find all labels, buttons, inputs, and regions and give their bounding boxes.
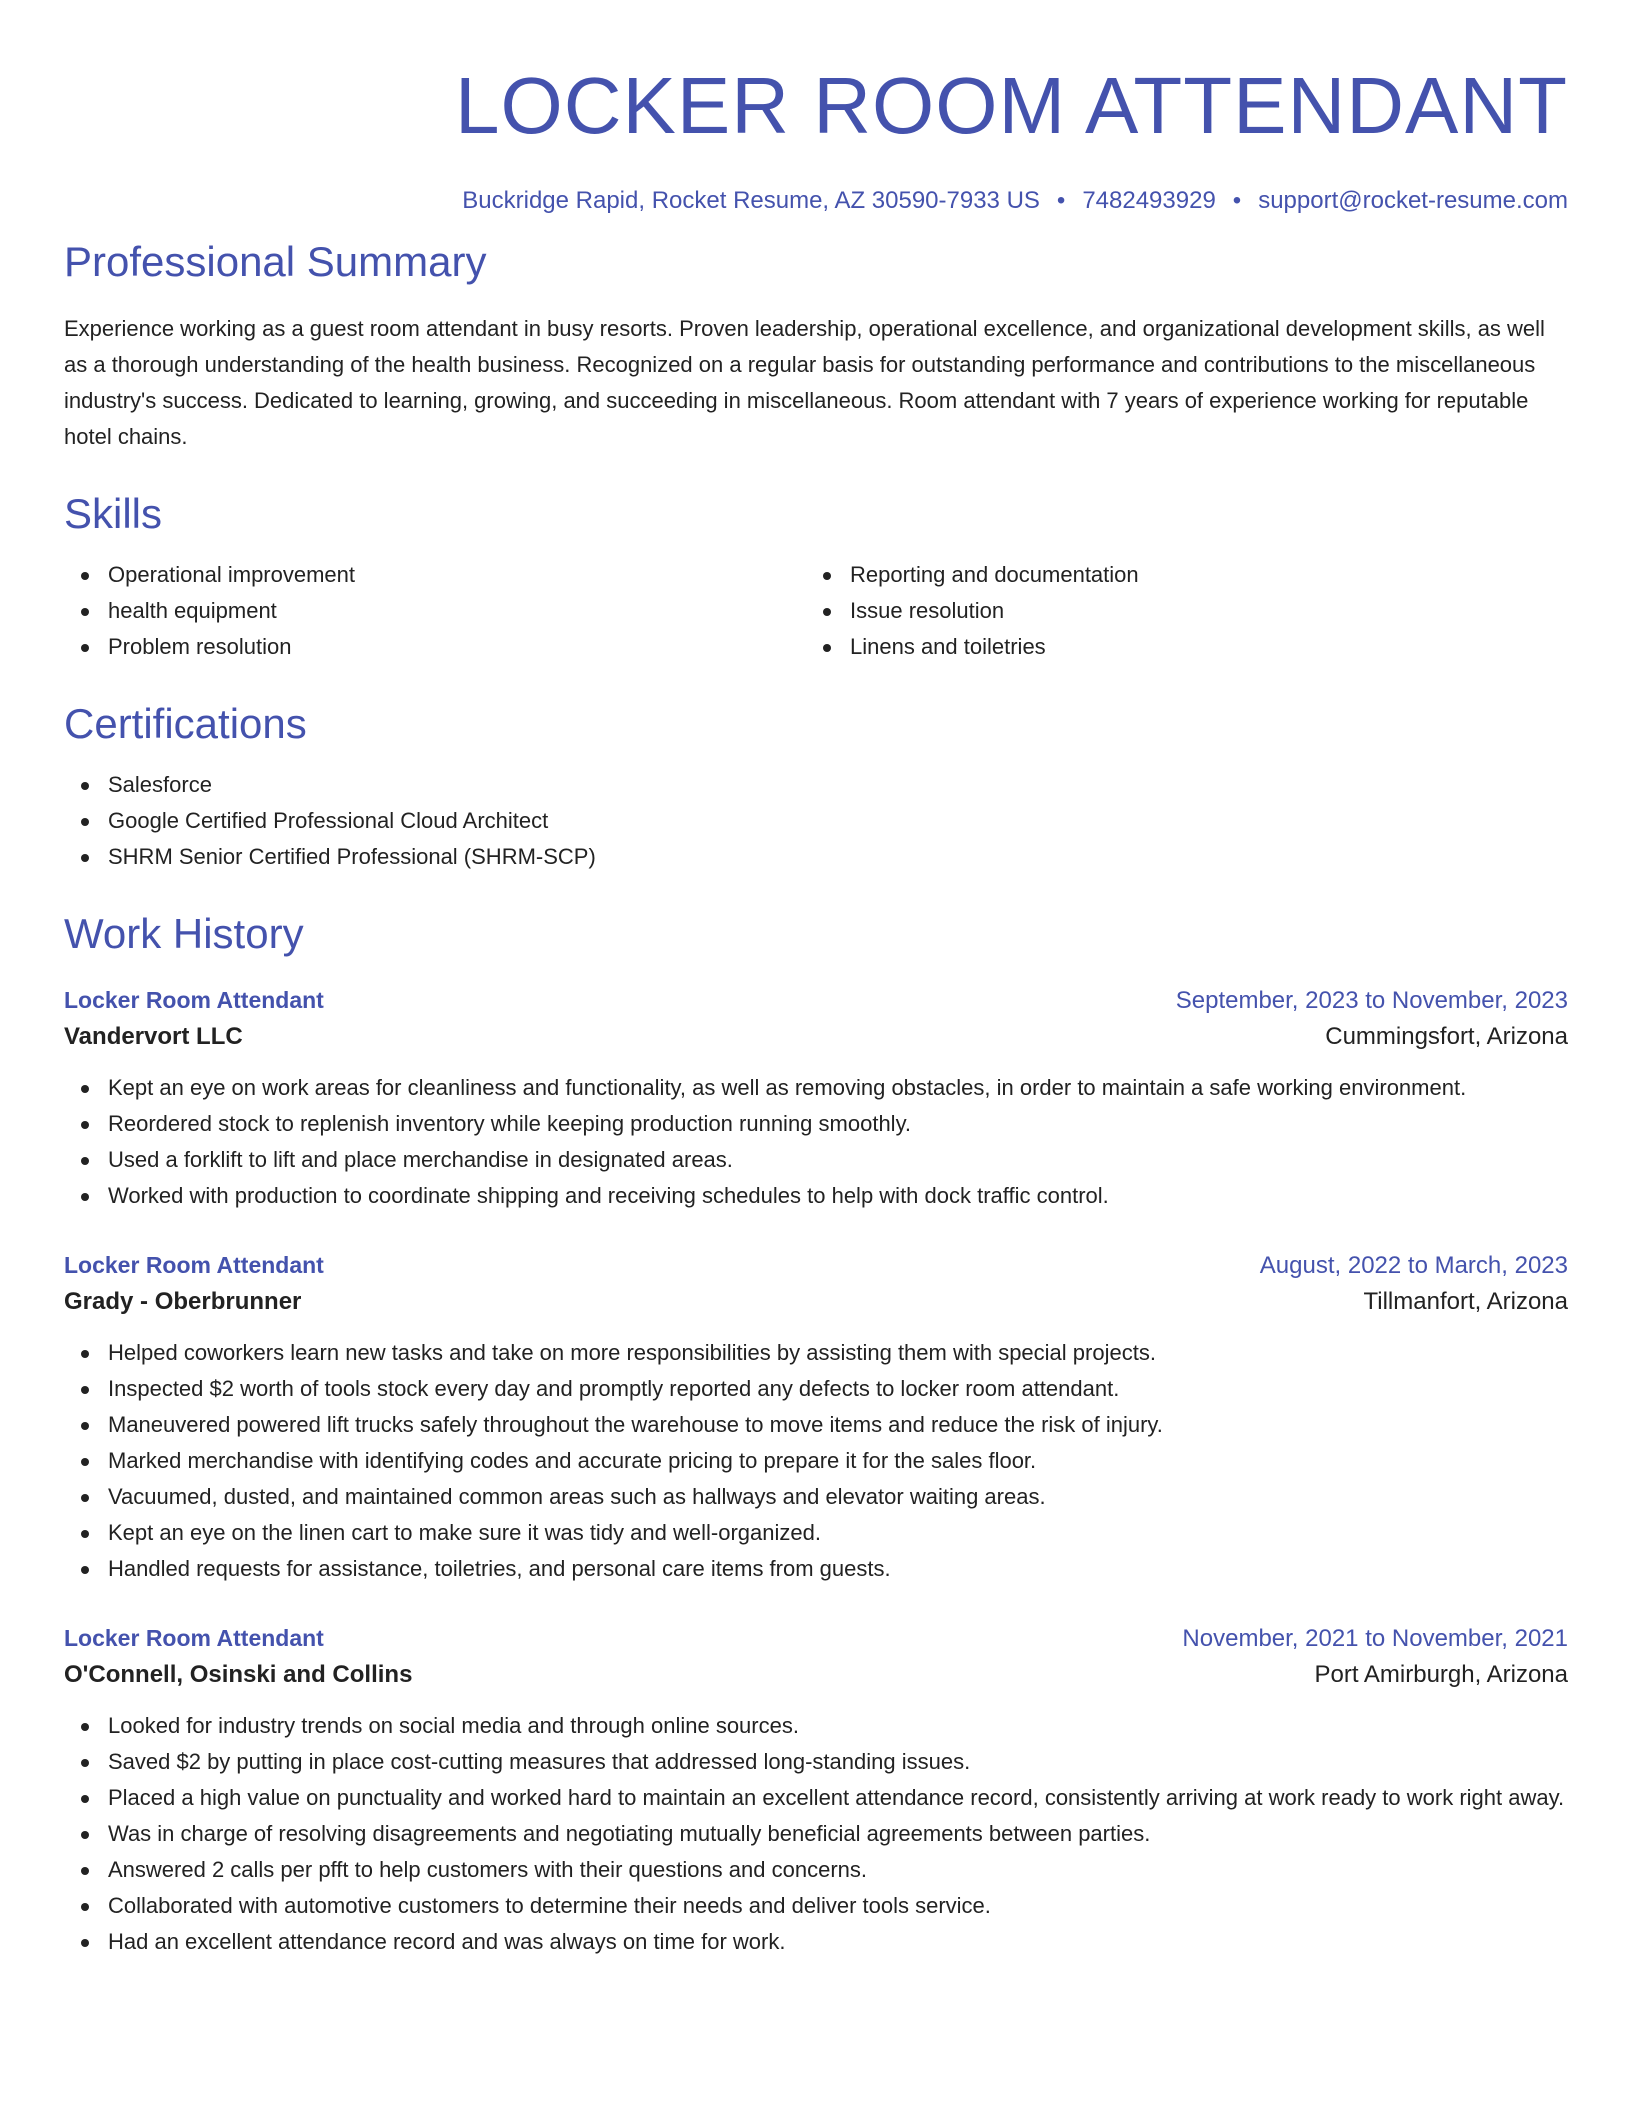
job-bullets xyxy=(64,1070,1568,1214)
job-company: Vandervort LLC xyxy=(64,1023,243,1050)
job-bullet: Vacuumed, dusted, and maintained common areas such as hallways and elevator waiting areas. xyxy=(64,1479,1568,1515)
skills-grid xyxy=(64,557,1568,665)
job-header xyxy=(64,985,1568,1016)
skills-section xyxy=(64,490,1568,665)
job-subheader xyxy=(64,1281,1568,1319)
job-location: Tillmanfort, Arizona xyxy=(1363,1288,1568,1315)
job-dates: November, 2021 to November, 2021 xyxy=(1182,1625,1568,1652)
job-company: Grady - Oberbrunner xyxy=(64,1288,302,1315)
job-bullet: Worked with production to coordinate shipping and receiving schedules to help with dock traffic control. xyxy=(64,1178,1568,1214)
job-bullet: Was in charge of resolving disagreements and negotiating mutually beneficial agreements between parties. xyxy=(64,1816,1568,1852)
skill-item: health equipment xyxy=(64,593,806,629)
job-bullet: Reordered stock to replenish inventory while keeping production running smoothly. xyxy=(64,1106,1568,1142)
job-bullet: Used a forklift to lift and place merchandise in designated areas. xyxy=(64,1142,1568,1178)
contact-address: Buckridge Rapid, Rocket Resume, AZ 30590-7933 US xyxy=(462,187,1040,214)
skills-heading: Skills xyxy=(64,490,163,537)
job-bullets xyxy=(64,1335,1568,1587)
certifications-section xyxy=(64,700,1568,875)
work-history-section xyxy=(64,910,1568,1960)
job-dates: August, 2022 to March, 2023 xyxy=(1259,1252,1568,1279)
job-dates: September, 2023 to November, 2023 xyxy=(1175,987,1568,1014)
job-bullet: Placed a high value on punctuality and worked hard to maintain an excellent attendance record, consistently arriving at work ready to work right away. xyxy=(64,1780,1568,1816)
candidate-name: LOCKER ROOM ATTENDANT xyxy=(455,61,1568,150)
job-bullet: Answered 2 calls per pfft to help customers with their questions and concerns. xyxy=(64,1852,1568,1888)
work-history-heading: Work History xyxy=(64,910,304,957)
summary-section xyxy=(64,238,1568,455)
skills-column-left xyxy=(64,557,806,665)
certification-item: SHRM Senior Certified Professional (SHRM-SCP) xyxy=(64,839,1568,875)
skill-item: Problem resolution xyxy=(64,629,806,665)
job-title: Locker Room Attendant xyxy=(64,1625,324,1651)
job-entry xyxy=(64,1250,1568,1587)
job-subheader xyxy=(64,1016,1568,1054)
skill-item: Operational improvement xyxy=(64,557,806,593)
contact-email: support@rocket-resume.com xyxy=(1258,187,1568,214)
skill-item: Issue resolution xyxy=(806,593,1548,629)
job-bullet: Looked for industry trends on social media and through online sources. xyxy=(64,1708,1568,1744)
job-bullet: Inspected $2 worth of tools stock every day and promptly reported any defects to locker room attendant. xyxy=(64,1371,1568,1407)
contact-separator: • xyxy=(1232,187,1242,214)
certification-item: Google Certified Professional Cloud Architect xyxy=(64,803,1568,839)
summary-heading: Professional Summary xyxy=(64,238,487,285)
job-subheader xyxy=(64,1654,1568,1692)
job-bullet: Helped coworkers learn new tasks and take on more responsibilities by assisting them with special projects. xyxy=(64,1335,1568,1371)
contact-separator: • xyxy=(1056,187,1066,214)
job-title: Locker Room Attendant xyxy=(64,987,324,1013)
job-bullet: Kept an eye on the linen cart to make sure it was tidy and well-organized. xyxy=(64,1515,1568,1551)
contact-line xyxy=(64,189,1568,213)
job-bullet: Kept an eye on work areas for cleanliness and functionality, as well as removing obstacles, in order to maintain a safe working environment. xyxy=(64,1070,1568,1106)
job-entry xyxy=(64,1623,1568,1960)
job-bullet: Maneuvered powered lift trucks safely throughout the warehouse to move items and reduce the risk of injury. xyxy=(64,1407,1568,1443)
skill-item: Linens and toiletries xyxy=(806,629,1548,665)
certification-item: Salesforce xyxy=(64,767,1568,803)
job-header xyxy=(64,1623,1568,1654)
summary-text: Experience working as a guest room attendant in busy resorts. Proven leadership, operational excellence, and organizational development skills, as well as a thorough understanding of the health business. Recognized on a regular basis for outstanding performance and contributions to the miscellaneous industry's success. Dedicated to learning, growing, and succeeding in miscellaneous. Room attendant with 7 years of experience working for reputable hotel chains. xyxy=(64,316,1545,449)
job-title: Locker Room Attendant xyxy=(64,1252,324,1278)
job-entry xyxy=(64,985,1568,1214)
certifications-list xyxy=(64,767,1568,875)
job-bullet: Saved $2 by putting in place cost-cutting measures that addressed long-standing issues. xyxy=(64,1744,1568,1780)
job-location: Cummingsfort, Arizona xyxy=(1325,1023,1568,1050)
skills-column-right xyxy=(806,557,1548,665)
job-location: Port Amirburgh, Arizona xyxy=(1314,1661,1568,1688)
job-bullet: Marked merchandise with identifying codes and accurate pricing to prepare it for the sales floor. xyxy=(64,1443,1568,1479)
job-header xyxy=(64,1250,1568,1281)
job-bullet: Collaborated with automotive customers to determine their needs and deliver tools service. xyxy=(64,1888,1568,1924)
job-bullet: Handled requests for assistance, toiletries, and personal care items from guests. xyxy=(64,1551,1568,1587)
contact-phone: 7482493929 xyxy=(1082,187,1216,214)
job-bullets xyxy=(64,1708,1568,1960)
job-company: O'Connell, Osinski and Collins xyxy=(64,1661,413,1688)
skill-item: Reporting and documentation xyxy=(806,557,1548,593)
certifications-heading: Certifications xyxy=(64,700,307,747)
job-bullet: Had an excellent attendance record and was always on time for work. xyxy=(64,1924,1568,1960)
